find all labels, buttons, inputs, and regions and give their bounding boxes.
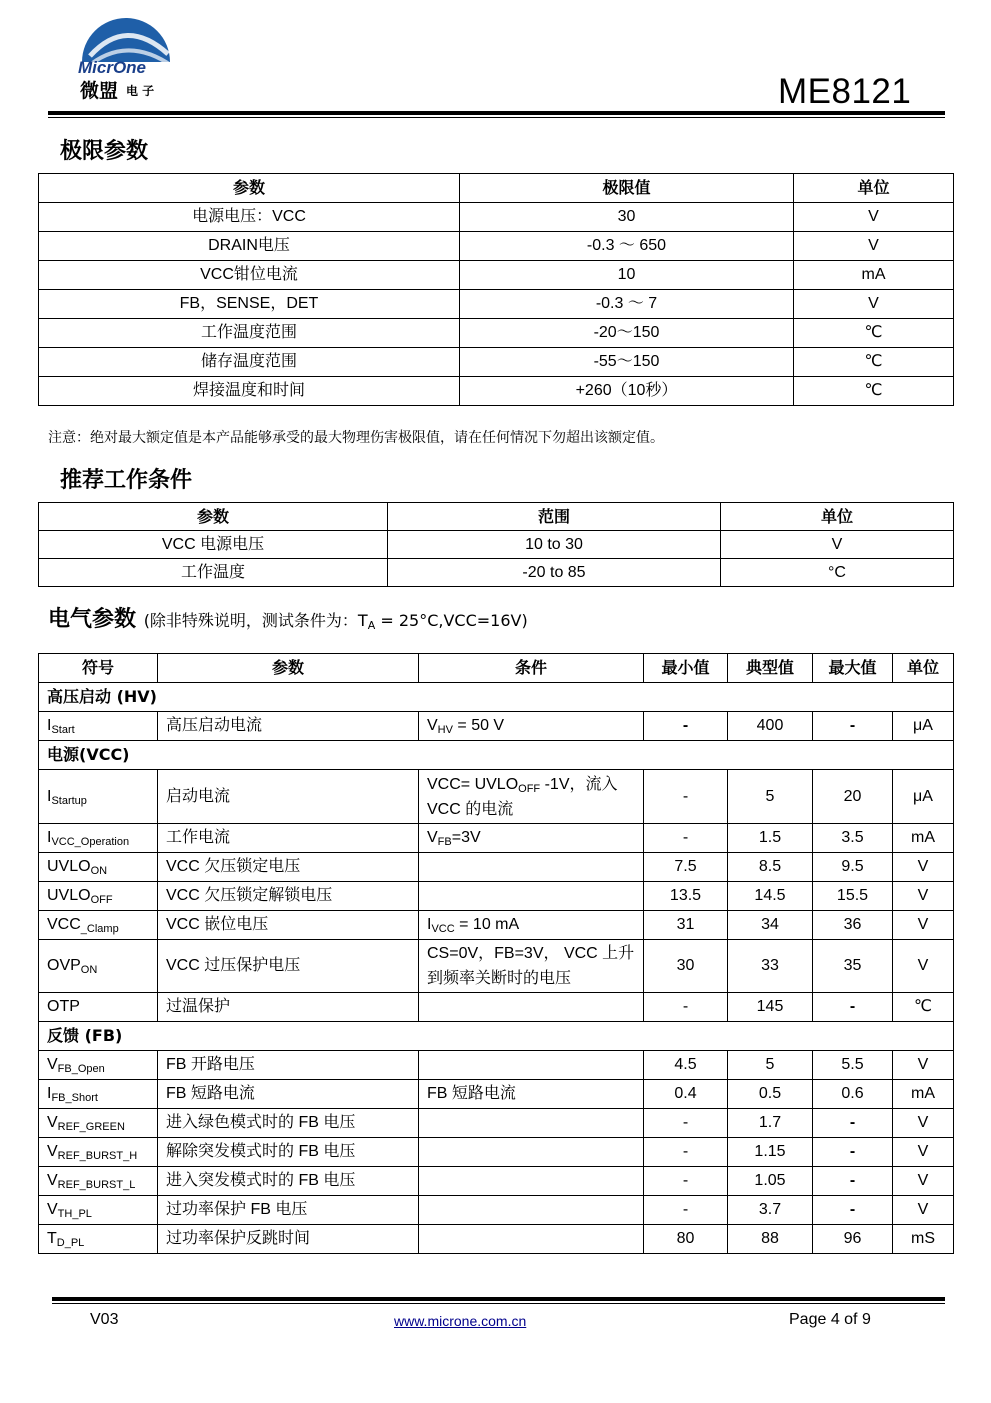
table-row [39, 882, 954, 911]
symbol: I [47, 717, 52, 734]
symbol-cell [39, 770, 158, 824]
section-header: 反馈 (FB) [39, 1022, 954, 1051]
footer-website-link[interactable]: www.microne.com.cn [394, 1313, 527, 1329]
symbol-subscript: REF_BURST_L [57, 1179, 136, 1191]
table-row [39, 232, 954, 261]
abs-max-note: 注意：绝对最大额定值是本产品能够承受的最大物理伤害极限值，请在任何情况下勿超出该额定值。 [48, 430, 664, 446]
symbol-cell [39, 1167, 158, 1196]
column-header: 典型值 [728, 654, 813, 683]
symbol: I [47, 1085, 52, 1102]
table-row [39, 559, 954, 587]
max-cell: 20 [813, 770, 893, 824]
symbol: UVLO [47, 887, 91, 904]
symbol: OVP [47, 957, 81, 974]
condition-text: = 10 mA [454, 916, 520, 933]
min-cell: 30 [644, 940, 728, 993]
column-header: 符号 [39, 654, 158, 683]
max-cell: 35 [813, 940, 893, 993]
unit-cell: V [893, 1196, 954, 1225]
table-row [39, 712, 954, 741]
unit-cell: ℃ [794, 319, 954, 348]
condition-cell [419, 770, 644, 824]
param-cell: FB 短路电流 [158, 1080, 419, 1109]
table-row [39, 1080, 954, 1109]
symbol-cell [39, 1109, 158, 1138]
max-cell: 5.5 [813, 1051, 893, 1080]
footer-version: V03 [90, 1311, 119, 1328]
unit-cell: V [893, 940, 954, 993]
value-cell: -0.3 ～ 7 [460, 290, 794, 319]
table-row [39, 770, 954, 824]
table-row [39, 319, 954, 348]
value-cell: -0.3 ～ 650 [460, 232, 794, 261]
symbol: V [47, 1114, 58, 1131]
symbol: V [47, 1172, 58, 1189]
condition-cell: FB 短路电流 [419, 1080, 644, 1109]
param-cell: 焊接温度和时间 [39, 377, 460, 406]
typ-cell: 0.5 [728, 1080, 813, 1109]
symbol-subscript: ON [90, 865, 108, 877]
max-cell: - [813, 993, 893, 1022]
symbol-cell [39, 1138, 158, 1167]
table-row [39, 1167, 954, 1196]
condition-cell [419, 993, 644, 1022]
conditions-subscript: A [367, 619, 376, 632]
typ-cell: 34 [728, 911, 813, 940]
section-header: 电源(VCC) [39, 741, 954, 770]
symbol-subscript: FB_Short [51, 1092, 98, 1104]
unit-cell: V [893, 1109, 954, 1138]
condition-text: I [427, 916, 432, 933]
symbol-cell [39, 1225, 158, 1254]
symbol: V [47, 1201, 58, 1218]
condition-cell [419, 1051, 644, 1080]
symbol-cell [39, 940, 158, 993]
min-cell: - [644, 1109, 728, 1138]
max-cell: 36 [813, 911, 893, 940]
symbol: UVLO [47, 858, 91, 875]
unit-cell: V [721, 531, 954, 559]
typ-cell: 1.05 [728, 1167, 813, 1196]
symbol: I [47, 787, 52, 805]
unit-cell: mA [893, 824, 954, 853]
typ-cell: 3.7 [728, 1196, 813, 1225]
param-cell: VCC 欠压锁定电压 [158, 853, 419, 882]
typ-cell: 88 [728, 1225, 813, 1254]
param-cell: VCC 欠压锁定解锁电压 [158, 882, 419, 911]
table-row [39, 1051, 954, 1080]
condition-cell [419, 1109, 644, 1138]
symbol-subscript: TH_PL [57, 1208, 92, 1220]
conditions-text: (除非特殊说明，测试条件为：T [143, 611, 368, 630]
footer-rule [52, 1297, 945, 1301]
param-cell: 工作温度 [39, 559, 388, 587]
company-logo [76, 16, 176, 102]
symbol-cell [39, 1196, 158, 1225]
condition-text: = 50 V [452, 717, 505, 734]
unit-cell: mA [794, 261, 954, 290]
param-cell: FB 开路电压 [158, 1051, 419, 1080]
param-cell: VCC 过压保护电压 [158, 940, 419, 993]
max-cell: 0.6 [813, 1080, 893, 1109]
unit-cell: V [893, 1138, 954, 1167]
typ-cell: 400 [728, 712, 813, 741]
column-header: 极限值 [460, 174, 794, 203]
value-cell: 10 [460, 261, 794, 290]
unit-cell: μA [893, 770, 954, 824]
symbol-subscript: ON [80, 964, 98, 976]
param-cell: 过功率保护反跳时间 [158, 1225, 419, 1254]
column-header: 范围 [388, 503, 721, 531]
table-row [39, 348, 954, 377]
table-row [39, 911, 954, 940]
condition-cell [419, 1167, 644, 1196]
max-cell: 96 [813, 1225, 893, 1254]
param-cell: 过功率保护 FB 电压 [158, 1196, 419, 1225]
param-cell: 启动电流 [158, 770, 419, 824]
condition-cell: CS=0V，FB=3V， VCC 上升到频率关断时的电压 [419, 940, 644, 993]
column-header: 最大值 [813, 654, 893, 683]
symbol-cell [39, 853, 158, 882]
table-row [39, 1225, 954, 1254]
symbol-cell [39, 712, 158, 741]
table-row [39, 940, 954, 993]
param-cell: DRAIN电压 [39, 232, 460, 261]
abs-max-table [38, 173, 954, 406]
unit-cell: mS [893, 1225, 954, 1254]
typ-cell: 1.15 [728, 1138, 813, 1167]
condition-subscript: HV [437, 724, 453, 736]
header-rule [48, 111, 945, 115]
param-cell: 电源电压：VCC [39, 203, 460, 232]
condition-cell [419, 882, 644, 911]
condition-text: V [427, 829, 438, 846]
param-cell: 储存温度范围 [39, 348, 460, 377]
recommended-table [38, 502, 954, 587]
column-header: 单位 [721, 503, 954, 531]
param-cell: 进入绿色模式时的 FB 电压 [158, 1109, 419, 1138]
param-cell: 工作温度范围 [39, 319, 460, 348]
header-rule-thin [48, 117, 945, 118]
column-header: 单位 [794, 174, 954, 203]
min-cell: 80 [644, 1225, 728, 1254]
param-cell: 解除突发模式时的 FB 电压 [158, 1138, 419, 1167]
condition-cell [419, 1196, 644, 1225]
condition-subscript: OFF [518, 782, 541, 795]
typ-cell: 1.7 [728, 1109, 813, 1138]
table-row [39, 290, 954, 319]
table-row [39, 531, 954, 559]
condition-cell [419, 911, 644, 940]
unit-cell: V [893, 1167, 954, 1196]
brand-cn-small: 电 子 [126, 84, 155, 98]
typ-cell: 14.5 [728, 882, 813, 911]
condition-cell [419, 712, 644, 741]
unit-cell: V [893, 1051, 954, 1080]
max-cell: - [813, 1109, 893, 1138]
conditions-text: = 25°C,VCC=16V) [375, 611, 528, 630]
symbol-subscript: REF_GREEN [57, 1121, 125, 1133]
table-row [39, 1196, 954, 1225]
param-cell: VCC钳位电流 [39, 261, 460, 290]
table-row [39, 377, 954, 406]
unit-cell: V [794, 203, 954, 232]
column-header: 单位 [893, 654, 954, 683]
symbol-subscript: Start [51, 724, 75, 736]
section-header: 高压启动 (HV) [39, 683, 954, 712]
column-header: 最小值 [644, 654, 728, 683]
typ-cell: 5 [728, 770, 813, 824]
electrical-conditions [144, 611, 528, 630]
electrical-title: 电气参数 [48, 607, 137, 632]
min-cell: 4.5 [644, 1051, 728, 1080]
condition-cell [419, 824, 644, 853]
unit-cell: V [794, 290, 954, 319]
abs-max-heading: 极限参数 [60, 139, 149, 164]
unit-cell: °C [721, 559, 954, 587]
condition-subscript: VCC [431, 923, 455, 935]
electrical-table [38, 653, 954, 1254]
symbol-subscript: FB_Open [57, 1063, 105, 1075]
typ-cell: 33 [728, 940, 813, 993]
min-cell: - [644, 824, 728, 853]
recommended-heading: 推荐工作条件 [60, 468, 193, 493]
unit-cell: mA [893, 1080, 954, 1109]
typ-cell: 8.5 [728, 853, 813, 882]
table-row [39, 203, 954, 232]
min-cell: - [644, 1167, 728, 1196]
column-header: 参数 [39, 174, 460, 203]
param-cell: FB，SENSE，DET [39, 290, 460, 319]
table-row [39, 261, 954, 290]
min-cell: 0.4 [644, 1080, 728, 1109]
symbol: VCC [47, 916, 81, 933]
condition-cell [419, 1225, 644, 1254]
min-cell: - [644, 770, 728, 824]
max-cell: - [813, 1196, 893, 1225]
table-row [39, 1138, 954, 1167]
unit-cell: V [893, 911, 954, 940]
typ-cell: 1.5 [728, 824, 813, 853]
unit-cell: ℃ [893, 993, 954, 1022]
symbol-subscript: _Clamp [80, 923, 119, 935]
param-cell: VCC 嵌位电压 [158, 911, 419, 940]
column-header: 参数 [39, 503, 388, 531]
min-cell: - [644, 1196, 728, 1225]
max-cell: - [813, 712, 893, 741]
unit-cell: V [893, 853, 954, 882]
symbol-subscript: Startup [51, 794, 87, 807]
brand-latin: MicrOne [78, 58, 147, 77]
table-row [39, 824, 954, 853]
param-cell: 工作电流 [158, 824, 419, 853]
footer-rule-thin [52, 1303, 945, 1304]
max-cell: 9.5 [813, 853, 893, 882]
column-header: 条件 [419, 654, 644, 683]
symbol-cell: OTP [39, 993, 158, 1022]
min-cell: - [644, 712, 728, 741]
max-cell: 3.5 [813, 824, 893, 853]
unit-cell: ℃ [794, 348, 954, 377]
symbol: V [47, 1143, 58, 1160]
max-cell: - [813, 1167, 893, 1196]
param-cell: VCC 电源电压 [39, 531, 388, 559]
value-cell: -20 to 85 [388, 559, 721, 587]
symbol-subscript: OFF [90, 894, 113, 906]
min-cell: 13.5 [644, 882, 728, 911]
typ-cell: 145 [728, 993, 813, 1022]
symbol-subscript: REF_BURST_H [57, 1150, 138, 1162]
unit-cell: μA [893, 712, 954, 741]
column-header: 参数 [158, 654, 419, 683]
min-cell: 7.5 [644, 853, 728, 882]
value-cell: 10 to 30 [388, 531, 721, 559]
min-cell: - [644, 993, 728, 1022]
min-cell: - [644, 1138, 728, 1167]
unit-cell: ℃ [794, 377, 954, 406]
param-cell: 高压启动电流 [158, 712, 419, 741]
param-cell: 过温保护 [158, 993, 419, 1022]
min-cell: 31 [644, 911, 728, 940]
table-row [39, 853, 954, 882]
electrical-heading [48, 602, 528, 633]
brand-cn: 微盟 [80, 80, 119, 102]
symbol-subscript: VCC_Operation [51, 836, 130, 848]
symbol-cell [39, 882, 158, 911]
symbol: V [47, 1056, 58, 1073]
symbol-cell [39, 911, 158, 940]
document-code: ME8121 [778, 72, 912, 111]
value-cell: -20～150 [460, 319, 794, 348]
symbol: I [47, 829, 52, 846]
unit-cell: V [893, 882, 954, 911]
symbol-cell [39, 1080, 158, 1109]
value-cell: +260（10秒） [460, 377, 794, 406]
max-cell: - [813, 1138, 893, 1167]
condition-text: VCC= UVLO [427, 775, 519, 793]
footer-page-number: Page 4 of 9 [789, 1311, 871, 1328]
max-cell: 15.5 [813, 882, 893, 911]
value-cell: -55～150 [460, 348, 794, 377]
symbol: T [47, 1230, 57, 1247]
typ-cell: 5 [728, 1051, 813, 1080]
condition-text: V [427, 717, 438, 734]
condition-subscript: FB [437, 836, 452, 848]
condition-text: =3V [451, 829, 481, 846]
symbol-subscript: D_PL [56, 1237, 85, 1249]
condition-cell [419, 1138, 644, 1167]
table-row [39, 1109, 954, 1138]
condition-cell [419, 853, 644, 882]
param-cell: 进入突发模式时的 FB 电压 [158, 1167, 419, 1196]
value-cell: 30 [460, 203, 794, 232]
condition-text: -1V，流入VCC 的电流 [427, 775, 618, 818]
unit-cell: V [794, 232, 954, 261]
table-row [39, 993, 954, 1022]
symbol-cell [39, 824, 158, 853]
symbol-cell [39, 1051, 158, 1080]
